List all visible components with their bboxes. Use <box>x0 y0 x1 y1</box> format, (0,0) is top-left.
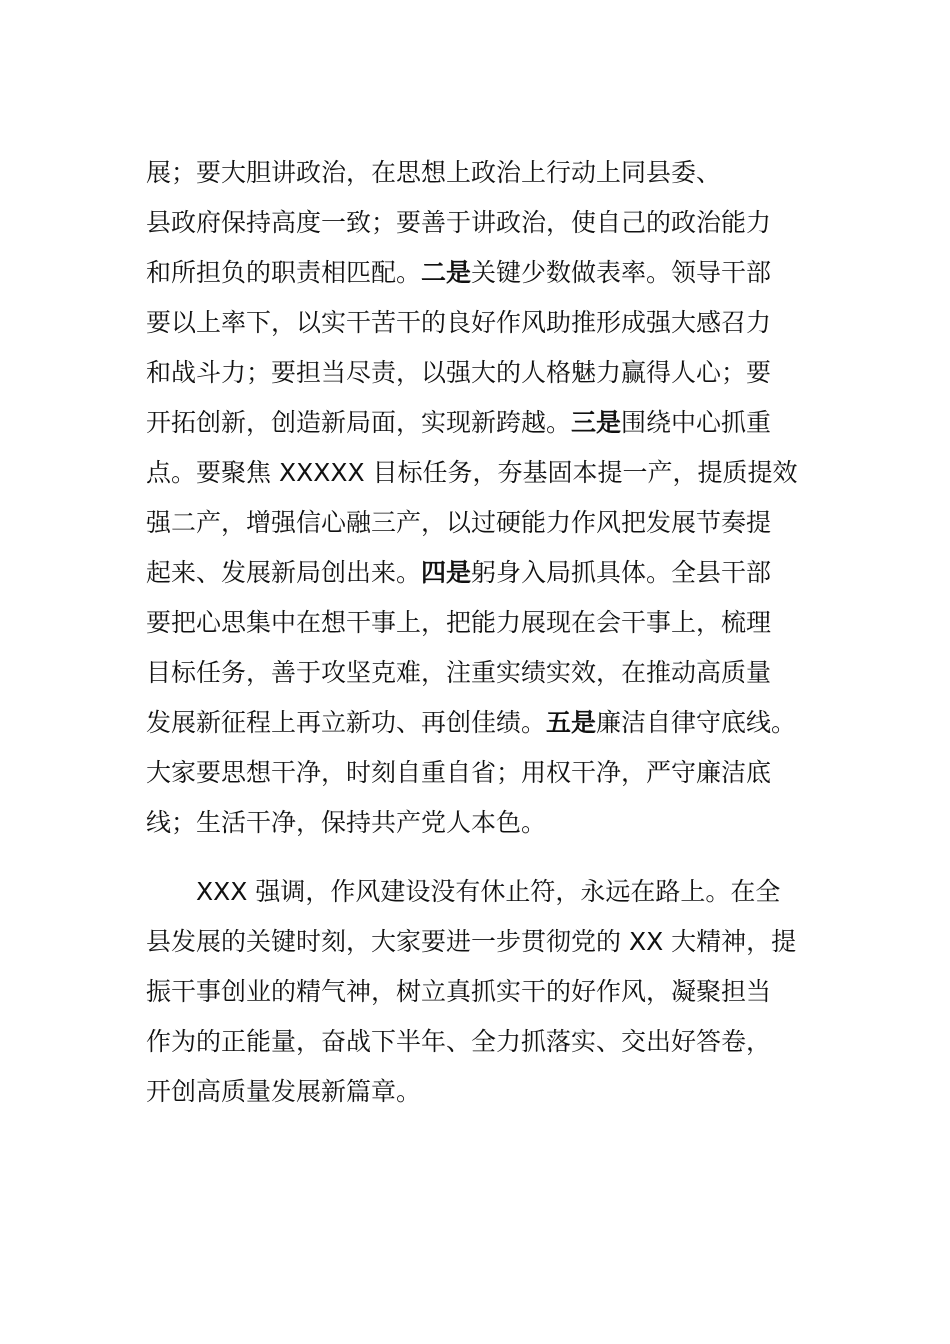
text-line <box>146 1067 796 1117</box>
text-segment: XXX 强调，作风建设没有休止符，永远在路上。在全 <box>196 877 781 906</box>
text-line <box>146 298 798 348</box>
text-line <box>146 917 796 967</box>
text-line <box>146 448 798 498</box>
text-line <box>146 698 798 748</box>
text-line <box>146 498 798 548</box>
text-segment: 强二产，增强信心融三产，以过硬能力作风把发展节奏提 <box>146 508 772 537</box>
text-segment: 发展新征程上再立新功、再创佳绩。 <box>146 708 547 737</box>
text-segment: 开拓创新，创造新局面，实现新跨越。 <box>146 408 572 437</box>
text-segment: 展；要大胆讲政治，在思想上政治上行动上同县委、 <box>146 158 722 187</box>
emphasis-text: 五是 <box>546 708 597 737</box>
text-line <box>146 798 798 848</box>
text-segment: 躬身入局抓具体。全县干部 <box>471 558 772 587</box>
text-segment: 要把心思集中在想干事上，把能力展现在会干事上，梳理 <box>146 608 772 637</box>
emphasis-text: 二是 <box>421 258 472 287</box>
text-line <box>146 198 798 248</box>
text-line <box>146 548 798 598</box>
text-line <box>146 348 798 398</box>
emphasis-text: 三是 <box>571 408 622 437</box>
text-segment: 关键少数做表率。领导干部 <box>471 258 772 287</box>
text-line <box>146 248 798 298</box>
text-segment: 县发展的关键时刻，大家要进一步贯彻党的 XX 大精神，提 <box>146 927 797 956</box>
text-segment: 围绕中心抓重 <box>621 408 772 437</box>
text-segment: 目标任务，善于攻坚克难，注重实绩实效，在推动高质量 <box>146 658 772 687</box>
text-line <box>146 598 798 648</box>
text-segment: 作为的正能量，奋战下半年、全力抓落实、交出好答卷， <box>146 1027 772 1056</box>
text-segment: 和战斗力；要担当尽责，以强大的人格魅力赢得人心；要 <box>146 358 772 387</box>
emphasis-text: 四是 <box>421 558 472 587</box>
text-segment: 和所担负的职责相匹配。 <box>146 258 422 287</box>
text-segment: 县政府保持高度一致；要善于讲政治，使自己的政治能力 <box>146 208 772 237</box>
text-segment: 起来、发展新局创出来。 <box>146 558 422 587</box>
text-segment: 点。要聚焦 XXXXX 目标任务，夯基固本提一产，提质提效 <box>146 458 798 487</box>
text-line <box>146 1017 796 1067</box>
text-segment: 振干事创业的精气神，树立真抓实干的好作风，凝聚担当 <box>146 977 772 1006</box>
text-segment: 线；生活干净，保持共产党人本色。 <box>146 808 547 837</box>
paragraph-2 <box>146 867 796 1117</box>
text-line <box>146 648 798 698</box>
text-segment: 要以上率下，以实干苦干的良好作风助推形成强大感召力 <box>146 308 772 337</box>
text-line <box>146 867 796 917</box>
text-segment: 大家要思想干净，时刻自重自省；用权干净，严守廉洁底 <box>146 758 772 787</box>
paragraph-1 <box>146 148 798 848</box>
text-line <box>146 148 798 198</box>
text-segment: 开创高质量发展新篇章。 <box>146 1077 422 1106</box>
text-line <box>146 748 798 798</box>
text-segment: 廉洁自律守底线。 <box>596 708 797 737</box>
text-line <box>146 967 796 1017</box>
text-line <box>146 398 798 448</box>
